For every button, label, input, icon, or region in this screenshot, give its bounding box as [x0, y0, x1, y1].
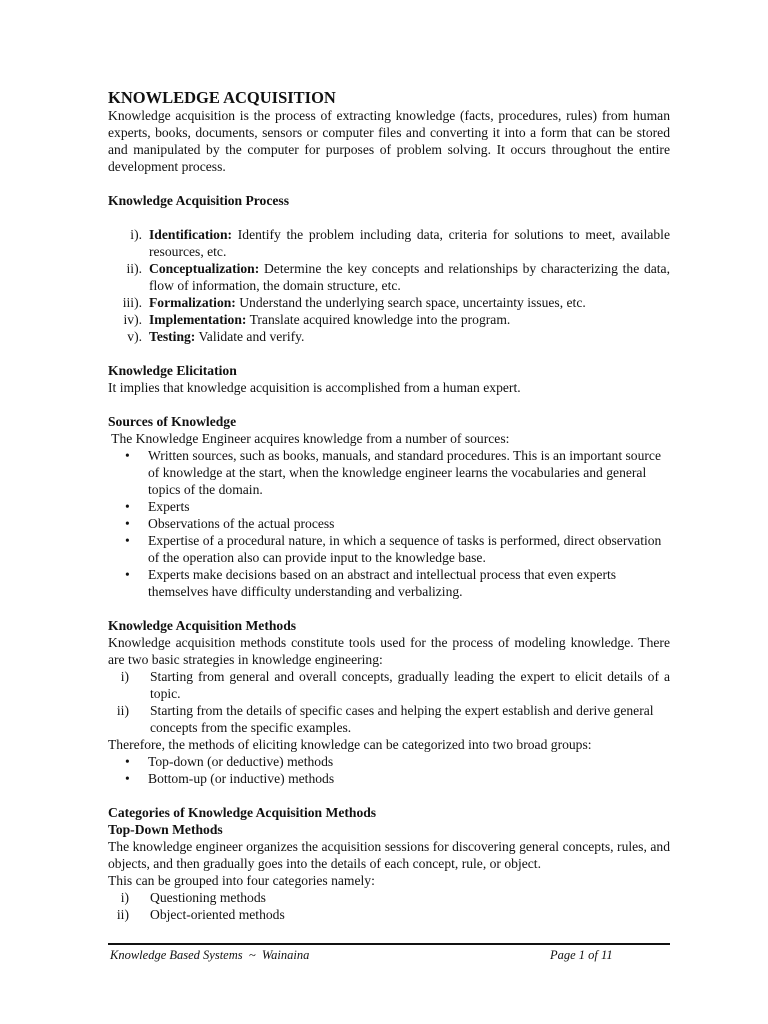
strategies-list	[108, 668, 670, 736]
page-title: KNOWLEDGE ACQUISITION	[108, 88, 336, 107]
categories-heading: Categories of Knowledge Acquisition Methods	[108, 805, 377, 820]
list-item: • Experts	[125, 499, 190, 514]
list-item: • Expertise of a procedural nature, in which a sequence of tasks is performed, direct observation of the operation also can provide input to the knowledge base.	[125, 533, 662, 565]
list-item: i) Starting from general and overall concepts, gradually leading the expert to elicit details of a topic.	[120, 669, 670, 701]
process-heading: Knowledge Acquisition Process	[108, 193, 290, 208]
footer-page-number: Page 1 of 11	[550, 948, 613, 962]
categories-list	[108, 889, 670, 923]
list-item: i). Identification: Identify the problem including data, criteria for solutions to meet, available resources, etc.	[130, 227, 670, 259]
list-item: • Observations of the actual process	[125, 516, 335, 531]
sources-intro: The Knowledge Engineer acquires knowledge from a number of sources:	[108, 431, 510, 446]
bullet-icon: •	[125, 533, 130, 548]
bullet-icon: •	[125, 499, 130, 514]
intro-paragraph: Knowledge acquisition is the process of extracting knowledge (facts, procedures, rules) from human experts, books, documents, sensors or computer files and converting it into a form that can be stored and manipulated by the computer for purposes of problem solving. It occurs throughout the entire development process.	[108, 108, 670, 174]
elicitation-text: It implies that knowledge acquisition is accomplished from a human expert.	[108, 380, 521, 395]
process-list	[108, 226, 670, 345]
sources-list	[108, 447, 670, 600]
list-item: iv). Implementation: Translate acquired knowledge into the program.	[123, 312, 511, 327]
page-footer	[108, 943, 670, 962]
list-item: • Written sources, such as books, manuals, and standard procedures. This is an important source of knowledge at the start, when the knowledge engineer learns the vocabularies and general topics of the domain.	[125, 448, 661, 497]
list-item: i) Questioning methods	[120, 890, 266, 905]
bullet-icon: •	[125, 754, 130, 769]
list-item: ii) Starting from the details of specific cases and helping the expert establish and derive general concepts from the specific examples.	[116, 703, 654, 735]
list-item: ii) Object-oriented methods	[116, 907, 285, 922]
list-item: iii). Formalization: Understand the underlying search space, uncertainty issues, etc.	[122, 295, 586, 310]
methods-intro: Knowledge acquisition methods constitute tools used for the process of modeling knowledge. There are two basic strategies in knowledge engineering:	[108, 635, 670, 667]
bullet-icon: •	[125, 771, 130, 786]
sources-heading: Sources of Knowledge	[108, 414, 237, 429]
topdown-heading: Top-Down Methods	[108, 822, 223, 837]
bullet-icon: •	[125, 448, 130, 463]
groups-list	[108, 753, 670, 787]
list-item: • Experts make decisions based on an abstract and intellectual process that even experts themselves have difficulty understanding and verbalizing.	[125, 567, 617, 599]
list-item: • Bottom-up (or inductive) methods	[125, 771, 335, 786]
elicitation-heading: Knowledge Elicitation	[108, 363, 237, 378]
topdown-text: The knowledge engineer organizes the acquisition sessions for discovering general concepts, rules, and objects, and then gradually goes into the details of each concept, rule, or object.	[108, 839, 670, 871]
methods-therefore: Therefore, the methods of eliciting knowledge can be categorized into two broad groups:	[108, 737, 592, 752]
methods-heading: Knowledge Acquisition Methods	[108, 618, 297, 633]
list-item: • Top-down (or deductive) methods	[125, 754, 334, 769]
topdown-grouped: This can be grouped into four categories namely:	[108, 873, 375, 888]
document-body	[108, 88, 670, 923]
bullet-icon: •	[125, 567, 130, 582]
footer-course: Knowledge Based Systems ~ Wainaina	[110, 948, 310, 962]
bullet-icon: •	[125, 516, 130, 531]
list-item: v). Testing: Validate and verify.	[127, 329, 305, 344]
list-item: ii). Conceptualization: Determine the key concepts and relationships by characterizing the data, flow of information, the domain structure, etc.	[126, 261, 670, 293]
